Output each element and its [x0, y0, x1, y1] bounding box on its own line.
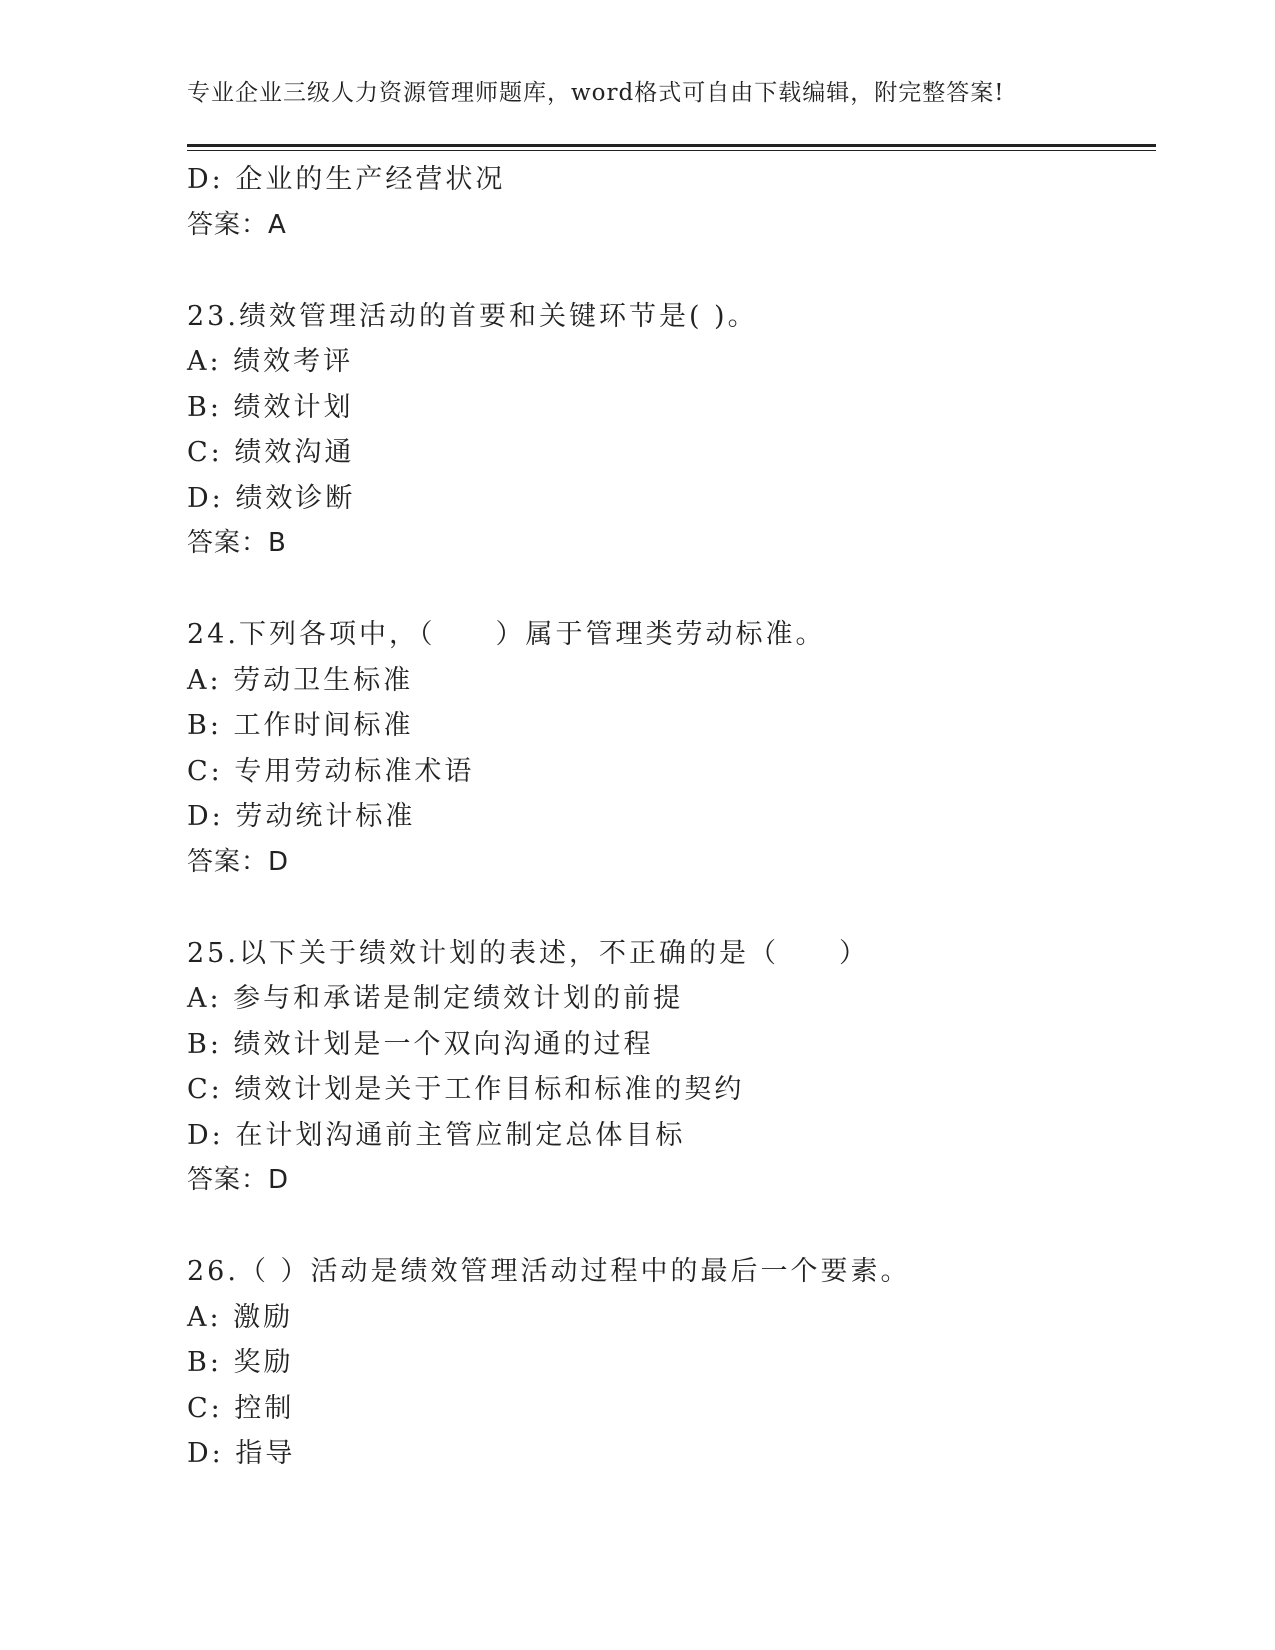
- option-a: A: 激励: [187, 1301, 294, 1333]
- question-stem: 24.下列各项中，（ ）属于管理类劳动标准。: [187, 619, 826, 650]
- option-c: C: 绩效计划是关于工作目标和标准的契约: [187, 1074, 745, 1105]
- answer: 答案：D: [187, 846, 290, 877]
- header-divider-thin: [187, 150, 1156, 151]
- question-stem: 25.以下关于绩效计划的表述，不正确的是（ ）: [187, 937, 869, 969]
- option-b: B: 绩效计划是一个双向沟通的过程: [187, 1028, 654, 1060]
- answer: 答案：B: [187, 528, 287, 558]
- spacer: [187, 567, 1156, 613]
- question-list: [187, 157, 1156, 1477]
- question-26: [187, 1249, 1156, 1477]
- option-a: A: 劳动卫生标准: [187, 664, 414, 696]
- option-b: B: 奖励: [187, 1347, 294, 1378]
- option-d: D: 劳动统计标准: [187, 801, 416, 832]
- option-b: B: 工作时间标准: [187, 710, 414, 741]
- question-23: [187, 294, 1156, 567]
- page-header: 专业企业三级人力资源管理师题库，word格式可自由下载编辑，附完整答案!: [187, 80, 1005, 106]
- option-d: D: 绩效诊断: [187, 482, 356, 514]
- option-c: C: 绩效沟通: [187, 437, 355, 468]
- option-b: B: 绩效计划: [187, 391, 354, 423]
- option-d: D: 企业的生产经营状况: [187, 164, 506, 195]
- option-a: A: 绩效考评: [187, 346, 354, 377]
- question-stem: 23.绩效管理活动的首要和关键环节是( )。: [187, 300, 758, 332]
- option-c: C: 专用劳动标准术语: [187, 755, 475, 787]
- spacer: [187, 885, 1156, 931]
- option-c: C: 控制: [187, 1392, 295, 1424]
- question-25: [187, 931, 1156, 1204]
- option-d: D: 指导: [187, 1438, 296, 1469]
- question-stem: 26.（ ）活动是绩效管理活动过程中的最后一个要素。: [187, 1256, 911, 1287]
- option-d: D: 在计划沟通前主管应制定总体目标: [187, 1119, 686, 1151]
- option-a: A: 参与和承诺是制定绩效计划的前提: [187, 983, 684, 1014]
- answer: 答案：D: [187, 1165, 290, 1195]
- spacer: [187, 1204, 1156, 1250]
- header-divider-thick: [187, 144, 1156, 147]
- answer: 答案：A: [187, 209, 287, 240]
- spacer: [187, 248, 1156, 294]
- question-24: [187, 612, 1156, 885]
